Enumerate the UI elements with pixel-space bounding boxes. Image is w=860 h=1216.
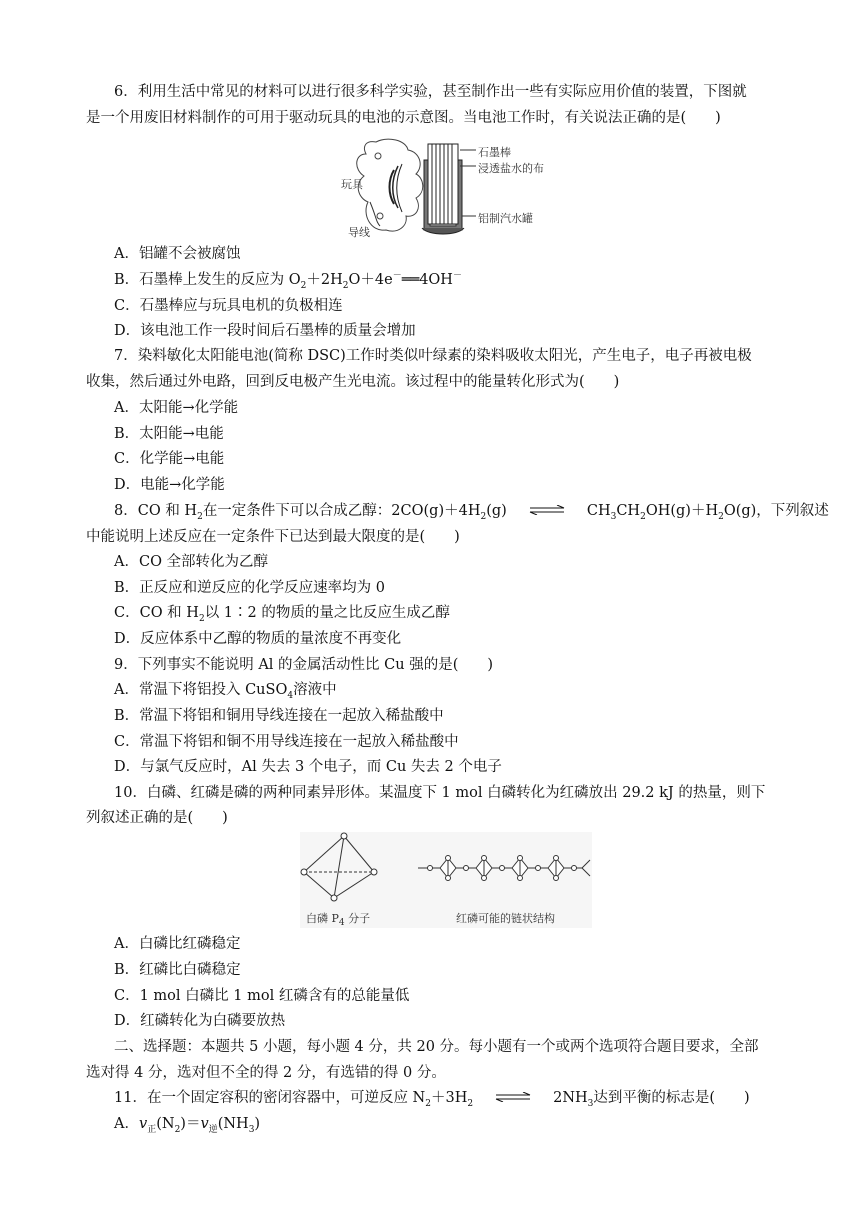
figure-label-toy: 玩具 xyxy=(341,178,363,191)
equilibrium-arrow-icon xyxy=(529,501,565,521)
q10-option-d: D．红磷转化为白磷要放热 xyxy=(114,1013,286,1029)
q8-option-c: C．CO 和 $H_2$以 1∶2 的物质的量之比反应生成乙醇 xyxy=(114,605,450,624)
q6-option-c: C．石墨棒应与玩具电机的负极相连 xyxy=(114,298,343,314)
q8-option-d: D．反应体系中乙醇的物质的量浓度不再变化 xyxy=(114,631,402,647)
q10-option-b: B．红磷比白磷稳定 xyxy=(114,962,241,978)
figure-label-red-phosphorus: 红磷可能的链状结构 xyxy=(456,912,555,925)
q6-stem-line1: 6．利用生活中常见的材料可以进行很多科学实验，甚至制作出一些有实际应用价值的装置，下图就 xyxy=(114,84,747,100)
q9-option-b: B．常温下将铝和铜用导线连接在一起放入稀盐酸中 xyxy=(114,708,444,724)
q9-option-a: A．常温下将铝投入 CuSO$_4$溶液中 xyxy=(114,682,337,701)
q6-stem-line2: 是一个用废旧材料制作的可用于驱动玩具的电池的示意图。当电池工作时，有关说法正确的是( ) xyxy=(86,110,721,126)
q11-option-a: A．$v_正(N_2)=v_逆(NH_3)$ xyxy=(114,1116,261,1135)
q10-option-a: A．白磷比红磷稳定 xyxy=(114,936,241,952)
q7-option-a: A．太阳能→化学能 xyxy=(114,400,239,416)
q8-stem-line1: 8．CO 和 $H_2$在一定条件下可以合成乙醇：$2CO(g)+4H_2(g)$ $CH_3CH_2OH(g)+H_2O(g)$，下列叙述 xyxy=(114,503,829,522)
q7-option-b: B．太阳能→电能 xyxy=(114,426,224,442)
q7-stem-line2: 收集，然后通过外电路，回到反电极产生光电流。该过程中的能量转化形式为( ) xyxy=(86,374,620,390)
q6-option-b: B．石墨棒上发生的反应为 $O_2+2H_2O+4e^-══4OH^-$ xyxy=(114,271,462,291)
q10-option-c: C．1 mol 白磷比 1 mol 红磷含有的总能量低 xyxy=(114,988,410,1004)
q9-option-d: D．与氯气反应时，Al 失去 3 个电子，而 Cu 失去 2 个电子 xyxy=(114,759,502,775)
white-phosphorus-tetrahedron xyxy=(301,833,377,901)
section2-heading-line2: 选对得 4 分，选对但不全的得 2 分，有选错的得 0 分。 xyxy=(86,1065,446,1081)
section2-heading-line1: 二、选择题：本题共 5 小题，每小题 4 分，共 20 分。每小题有一个或两个选项符合题目要求，全部 xyxy=(114,1039,759,1055)
red-phosphorus-chain xyxy=(418,856,590,881)
q8-option-b: B．正反应和逆反应的化学反应速率均为 0 xyxy=(114,580,385,596)
figure-label-wire: 导线 xyxy=(348,226,370,239)
q9-stem: 9．下列事实不能说明 Al 的金属活动性比 Cu 强的是( ) xyxy=(114,657,494,673)
q7-stem-line1: 7．染料敏化太阳能电池(简称 DSC)工作时类似叶绿素的染料吸收太阳光，产生电子，电子再被电极 xyxy=(114,348,752,364)
q6-option-a: A．铝罐不会被腐蚀 xyxy=(114,246,241,262)
figure-label-graphite: 石墨棒 xyxy=(478,146,511,159)
equilibrium-arrow-icon xyxy=(495,1088,531,1108)
q7-option-c: C．化学能→电能 xyxy=(114,451,225,467)
q9-option-c: C．常温下将铝和铜不用导线连接在一起放入稀盐酸中 xyxy=(114,734,459,750)
q7-option-d: D．电能→化学能 xyxy=(114,477,225,493)
figure-label-cloth: 浸透盐水的布 xyxy=(478,162,544,175)
figure-label-can: 铝制汽水罐 xyxy=(478,212,533,225)
q10-stem-line2: 列叙述正确的是( ) xyxy=(86,810,228,826)
figure-label-white-phosphorus: 白磷 $P_4$ 分子 xyxy=(306,912,371,929)
q8-option-a: A．CO 全部转化为乙醇 xyxy=(114,554,269,570)
q11-stem: 11．在一个固定容积的密闭容器中，可逆反应 $N_2+3H_2$ $2NH_3$达到平衡的标志是( ) xyxy=(114,1090,750,1109)
q10-stem-line1: 10．白磷、红磷是磷的两种同素异形体。某温度下 1 mol 白磷转化为红磷放出 29.2 kJ 的热量，则下 xyxy=(114,785,766,801)
q6-option-d: D．该电池工作一段时间后石墨棒的质量会增加 xyxy=(114,323,416,339)
q8-stem-line2: 中能说明上述反应在一定条件下已达到最大限度的是( ) xyxy=(86,529,460,545)
